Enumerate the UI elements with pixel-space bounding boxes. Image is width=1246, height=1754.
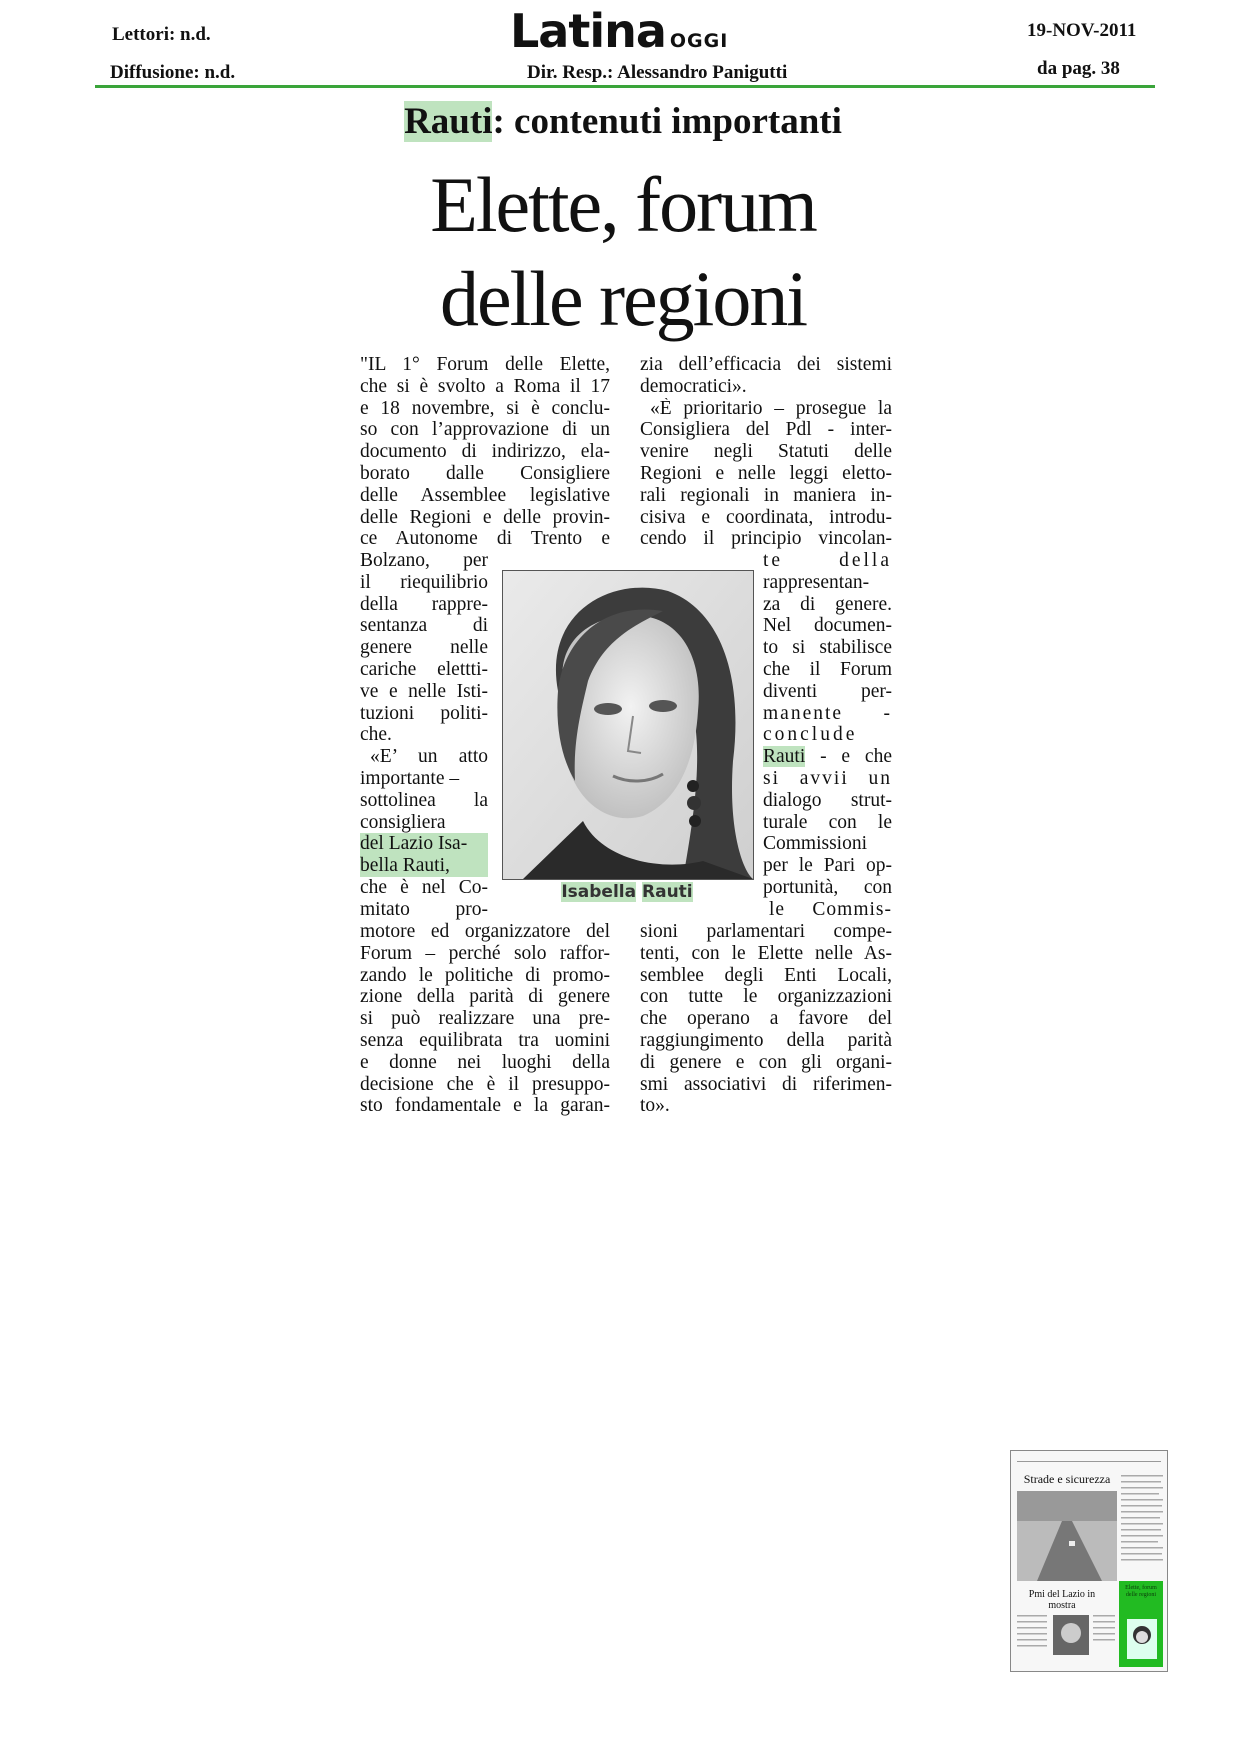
text-line: «È prioritario – prosegue la bbox=[650, 397, 892, 419]
page-number: 38 bbox=[1100, 58, 1120, 79]
text-line: Forum – perché solo raffor- bbox=[360, 942, 610, 964]
director-label: Dir. Resp.: bbox=[527, 62, 614, 83]
portrait-illustration bbox=[503, 571, 753, 879]
text-line: si avvii un bbox=[763, 767, 892, 789]
text-line: semblee degli Enti Locali, bbox=[640, 964, 892, 986]
text-line: il riequilibrio bbox=[360, 571, 488, 593]
kicker-name: Rauti bbox=[404, 101, 493, 142]
photo-caption bbox=[502, 882, 752, 902]
column-2-top bbox=[640, 354, 892, 550]
text-line: e 18 novembre, si è conclu- bbox=[360, 397, 610, 419]
thumbnail-header-lines bbox=[1017, 1457, 1161, 1467]
text-line: zione della parità di genere bbox=[360, 986, 610, 1008]
text-line: sioni parlamentari compe- bbox=[640, 921, 892, 942]
text-line: Commissioni bbox=[763, 833, 868, 855]
text-line: tuzioni politi- bbox=[360, 702, 488, 724]
text-line: zia dell’efficacia dei sistemi bbox=[640, 354, 892, 375]
thumbnail-portrait bbox=[1127, 1619, 1157, 1659]
article-headline bbox=[0, 158, 1246, 346]
column-1-narrow bbox=[360, 550, 488, 921]
director-name: Alessandro Panigutti bbox=[617, 62, 788, 83]
rauti-highlight: Rauti bbox=[763, 746, 806, 768]
text-line: ce Autonome di Trento e bbox=[360, 528, 610, 550]
text-line: to si stabilisce bbox=[763, 637, 892, 659]
text-line: «E’ un atto bbox=[370, 746, 488, 768]
text-line: rali regionali in maniera in- bbox=[640, 484, 892, 506]
text-line: Bolzano, per bbox=[360, 550, 488, 571]
text-line: manente - bbox=[763, 702, 892, 724]
portrait-photo bbox=[502, 570, 754, 880]
text-line: Nel documen- bbox=[763, 615, 892, 637]
date: 19-NOV-2011 bbox=[1027, 20, 1137, 41]
masthead-title: Latina bbox=[510, 4, 666, 58]
text-line: portunità, con bbox=[763, 876, 892, 898]
text-line: sottolinea la bbox=[360, 789, 488, 811]
text-line: documento di indirizzo, ela- bbox=[360, 441, 610, 463]
caption-last-name: Rauti bbox=[642, 882, 693, 902]
text-line: sto fondamentale e la garan- bbox=[360, 1095, 610, 1117]
text-line: delle Assemblee legislative bbox=[360, 484, 610, 506]
column-2-bottom bbox=[640, 921, 892, 1117]
text-line-highlight: bella Rauti, bbox=[360, 855, 488, 877]
column-2-narrow bbox=[763, 550, 892, 921]
text-line: di genere e con gli organi- bbox=[640, 1051, 892, 1073]
text-line: democratici». bbox=[640, 375, 747, 397]
text-line: decisione che è il presuppo- bbox=[360, 1073, 610, 1095]
text-line: smi associativi di riferimen- bbox=[640, 1073, 892, 1095]
text-line: che è nel Co- bbox=[360, 876, 488, 898]
text-line: conclude bbox=[763, 724, 858, 746]
text-line: si può realizzare una pre- bbox=[360, 1008, 610, 1030]
text-line: per le Pari op- bbox=[763, 855, 892, 877]
text-line: rappresentan- bbox=[763, 571, 870, 593]
circulation-label: Diffusione: n.d. bbox=[110, 62, 236, 83]
text-line: cariche elettti- bbox=[360, 658, 488, 680]
masthead-subtitle: OGGI bbox=[669, 30, 729, 52]
text-line: che operano a favore del bbox=[640, 1008, 892, 1030]
text-line: delle Regioni e delle provin- bbox=[360, 506, 610, 528]
text-line: to». bbox=[640, 1095, 670, 1117]
headline-line-1: Elette, forum bbox=[430, 161, 816, 248]
thumbnail-text-lines bbox=[1121, 1473, 1163, 1573]
thumbnail-title-1: Strade e sicurezza bbox=[1023, 1472, 1111, 1486]
text-line-highlight: del Lazio Isa- bbox=[360, 833, 488, 855]
text-line: so con l’approvazione di un bbox=[360, 419, 610, 441]
thumbnail-lower-section bbox=[1017, 1613, 1115, 1667]
text-line: importante – bbox=[360, 767, 460, 789]
article-kicker bbox=[0, 100, 1246, 144]
text-line-rauti: Rauti - e che bbox=[763, 746, 892, 768]
headline-line-2: delle regioni bbox=[439, 255, 807, 342]
text-line: raggiungimento della parità bbox=[640, 1029, 892, 1051]
text-line: con tutte le organizzazioni bbox=[640, 986, 892, 1008]
text-line: Consigliera del Pdl - inter- bbox=[640, 419, 892, 441]
text-line: della rappre- bbox=[360, 593, 488, 615]
text-line: che si è svolto a Roma il 17 bbox=[360, 375, 610, 397]
text-line: mitato pro- bbox=[360, 898, 488, 920]
page-ref bbox=[1037, 58, 1120, 80]
readers-label: Lettori: n.d. bbox=[112, 24, 211, 45]
text-line: cendo il principio vincolan- bbox=[640, 528, 892, 550]
page-label: da pag. bbox=[1037, 58, 1097, 79]
text-line: che il Forum bbox=[763, 658, 892, 680]
text-line: turale con le bbox=[763, 811, 892, 833]
text-line: te della bbox=[763, 550, 892, 571]
text-line: consigliera bbox=[360, 811, 446, 833]
text-line: Regioni e nelle leggi eletto- bbox=[640, 462, 892, 484]
thumbnail-header bbox=[1017, 1457, 1161, 1467]
director-line bbox=[527, 62, 787, 84]
thumbnail-title-2: Pmi del Lazio in mostra bbox=[1028, 1589, 1096, 1611]
masthead bbox=[510, 4, 729, 58]
text-line: ve e nelle Isti- bbox=[360, 680, 488, 702]
thumbnail-green-title: Elette, forum delle regioni bbox=[1125, 1585, 1157, 1598]
column-1-top bbox=[360, 354, 610, 550]
page-thumbnail[interactable] bbox=[1010, 1450, 1168, 1672]
text-line: che. bbox=[360, 724, 392, 746]
kicker-rest: : contenuti importanti bbox=[492, 101, 842, 142]
text-line: borato dalle Consigliere bbox=[360, 462, 610, 484]
thumbnail-photo-road bbox=[1017, 1491, 1117, 1581]
text-line: zando le politiche di promo- bbox=[360, 964, 610, 986]
text-line: dialogo strut- bbox=[763, 789, 892, 811]
header-rule bbox=[95, 85, 1155, 88]
text-line: e donne nei luoghi della bbox=[360, 1051, 610, 1073]
column-1-bottom bbox=[360, 921, 610, 1117]
text-line: genere nelle bbox=[360, 637, 488, 659]
text-line: motore ed organizzatore del bbox=[360, 921, 610, 942]
text-line: cisiva e coordinata, introdu- bbox=[640, 506, 892, 528]
text-line: senza equilibrata tra uomini bbox=[360, 1029, 610, 1051]
text-line: venire negli Statuti delle bbox=[640, 441, 892, 463]
text-line: sentanza di bbox=[360, 615, 488, 637]
text-line: le Commis- bbox=[769, 898, 892, 920]
text-line: tenti, con le Elette nelle As- bbox=[640, 942, 892, 964]
text-line: diventi per- bbox=[763, 680, 892, 702]
caption-first-name: Isabella bbox=[561, 882, 637, 902]
text-line: za di genere. bbox=[763, 593, 892, 615]
text-line: "IL 1° Forum delle Elette, bbox=[360, 354, 610, 375]
